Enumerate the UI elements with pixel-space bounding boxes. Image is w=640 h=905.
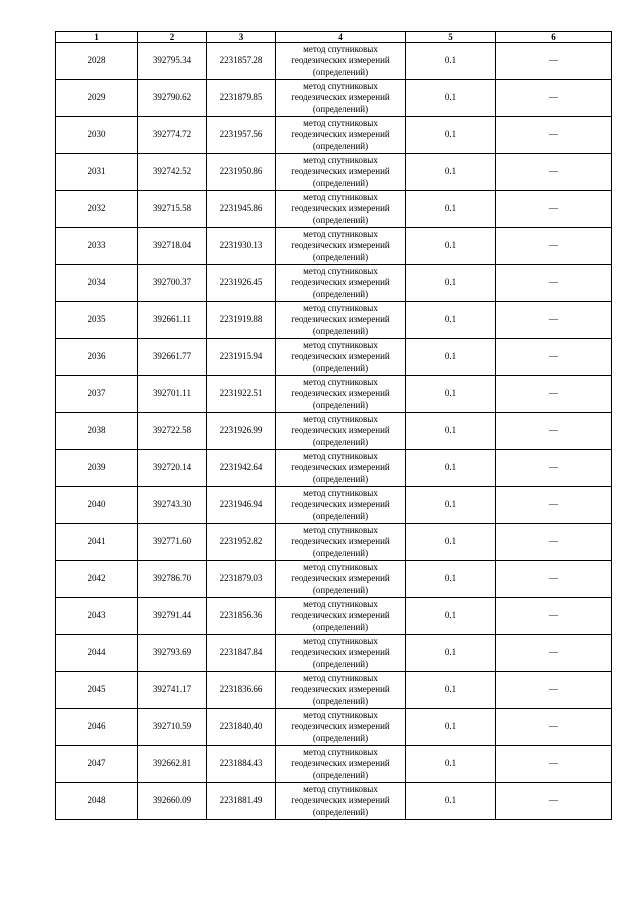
method-cell [276,117,406,154]
y-coordinate-cell: 2231942.64 [207,450,276,487]
table-header [56,32,612,43]
point-number-cell: 2037 [56,376,138,413]
coordinates-table [55,31,612,820]
note-cell: — [496,783,612,820]
method-line: (определений) [312,436,369,447]
note-cell: — [496,265,612,302]
y-coordinate-cell: 2231946.94 [207,487,276,524]
method-line: геодезических измерений [291,351,390,362]
y-coordinate-cell: 2231836.66 [207,672,276,709]
point-number-cell: 2038 [56,413,138,450]
accuracy-cell: 0.1 [406,450,496,487]
point-number-cell: 2030 [56,117,138,154]
method-cell [276,80,406,117]
table-row [56,487,612,524]
method-line: метод спутниковых [303,302,378,313]
accuracy-cell: 0.1 [406,783,496,820]
header-cell-2: 2 [138,32,207,43]
x-coordinate-cell: 392660.09 [138,783,207,820]
point-number-cell: 2035 [56,302,138,339]
y-coordinate-cell: 2231952.82 [207,524,276,561]
method-line: геодезических измерений [291,536,390,547]
method-line: метод спутниковых [303,80,378,91]
method-cell [276,487,406,524]
point-number-cell: 2034 [56,265,138,302]
method-line: (определений) [312,251,369,262]
method-cell [276,672,406,709]
method-cell [276,154,406,191]
x-coordinate-cell: 392743.30 [138,487,207,524]
accuracy-cell: 0.1 [406,487,496,524]
header-cell-6: 6 [496,32,612,43]
y-coordinate-cell: 2231881.49 [207,783,276,820]
method-line: геодезических измерений [291,129,390,140]
table-row [56,302,612,339]
point-number-cell: 2040 [56,487,138,524]
x-coordinate-cell: 392774.72 [138,117,207,154]
header-row [56,32,612,43]
accuracy-cell: 0.1 [406,154,496,191]
note-cell: — [496,672,612,709]
note-cell: — [496,117,612,154]
method-cell [276,228,406,265]
point-number-cell: 2036 [56,339,138,376]
method-line: (определений) [312,547,369,558]
method-line: метод спутниковых [303,376,378,387]
method-line: метод спутниковых [303,450,378,461]
x-coordinate-cell: 392793.69 [138,635,207,672]
x-coordinate-cell: 392700.37 [138,265,207,302]
point-number-cell: 2047 [56,746,138,783]
accuracy-cell: 0.1 [406,228,496,265]
point-number-cell: 2029 [56,80,138,117]
note-cell: — [496,191,612,228]
method-line: геодезических измерений [291,166,390,177]
header-cell-3: 3 [207,32,276,43]
point-number-cell: 2046 [56,709,138,746]
note-cell: — [496,709,612,746]
method-line: метод спутниковых [303,191,378,202]
y-coordinate-cell: 2231857.28 [207,43,276,80]
method-line: метод спутниковых [303,413,378,424]
x-coordinate-cell: 392710.59 [138,709,207,746]
table-row [56,524,612,561]
x-coordinate-cell: 392661.77 [138,339,207,376]
method-line: метод спутниковых [303,228,378,239]
point-number-cell: 2032 [56,191,138,228]
method-line: (определений) [312,510,369,521]
note-cell: — [496,376,612,413]
accuracy-cell: 0.1 [406,746,496,783]
method-line: геодезических измерений [291,462,390,473]
table-row [56,339,612,376]
accuracy-cell: 0.1 [406,635,496,672]
method-line: метод спутниковых [303,672,378,683]
accuracy-cell: 0.1 [406,80,496,117]
note-cell: — [496,746,612,783]
x-coordinate-cell: 392661.11 [138,302,207,339]
method-line: (определений) [312,621,369,632]
point-number-cell: 2033 [56,228,138,265]
x-coordinate-cell: 392771.60 [138,524,207,561]
method-line: геодезических измерений [291,55,390,66]
point-number-cell: 2044 [56,635,138,672]
method-line: (определений) [312,362,369,373]
point-number-cell: 2039 [56,450,138,487]
method-line: геодезических измерений [291,610,390,621]
accuracy-cell: 0.1 [406,413,496,450]
method-line: (определений) [312,658,369,669]
method-line: метод спутниковых [303,43,378,54]
method-line: метод спутниковых [303,265,378,276]
method-line: геодезических измерений [291,573,390,584]
note-cell: — [496,598,612,635]
table-row [56,43,612,80]
method-line: (определений) [312,66,369,77]
method-line: (определений) [312,806,369,817]
method-line: геодезических измерений [291,314,390,325]
table-row [56,450,612,487]
table-row [56,265,612,302]
table-body [56,43,612,820]
x-coordinate-cell: 392742.52 [138,154,207,191]
method-cell [276,746,406,783]
method-line: метод спутниковых [303,117,378,128]
note-cell: — [496,302,612,339]
method-cell [276,783,406,820]
x-coordinate-cell: 392741.17 [138,672,207,709]
note-cell: — [496,413,612,450]
method-line: (определений) [312,177,369,188]
note-cell: — [496,80,612,117]
method-line: (определений) [312,732,369,743]
y-coordinate-cell: 2231884.43 [207,746,276,783]
y-coordinate-cell: 2231930.13 [207,228,276,265]
method-line: метод спутниковых [303,154,378,165]
method-cell [276,598,406,635]
method-line: метод спутниковых [303,339,378,350]
accuracy-cell: 0.1 [406,709,496,746]
accuracy-cell: 0.1 [406,376,496,413]
accuracy-cell: 0.1 [406,43,496,80]
method-line: (определений) [312,103,369,114]
accuracy-cell: 0.1 [406,117,496,154]
method-line: метод спутниковых [303,487,378,498]
x-coordinate-cell: 392791.44 [138,598,207,635]
method-line: метод спутниковых [303,561,378,572]
table-row [56,635,612,672]
method-cell [276,265,406,302]
y-coordinate-cell: 2231957.56 [207,117,276,154]
method-line: (определений) [312,214,369,225]
method-line: (определений) [312,769,369,780]
method-line: (определений) [312,140,369,151]
method-line: геодезических измерений [291,758,390,769]
table-row [56,228,612,265]
header-cell-5: 5 [406,32,496,43]
method-cell [276,191,406,228]
accuracy-cell: 0.1 [406,561,496,598]
method-line: (определений) [312,473,369,484]
method-line: (определений) [312,399,369,410]
point-number-cell: 2045 [56,672,138,709]
accuracy-cell: 0.1 [406,598,496,635]
table-row [56,154,612,191]
note-cell: — [496,487,612,524]
method-line: (определений) [312,584,369,595]
table-row [56,598,612,635]
point-number-cell: 2031 [56,154,138,191]
table-row [56,672,612,709]
method-line: метод спутниковых [303,709,378,720]
method-line: (определений) [312,695,369,706]
table-row [56,117,612,154]
y-coordinate-cell: 2231847.84 [207,635,276,672]
x-coordinate-cell: 392786.70 [138,561,207,598]
accuracy-cell: 0.1 [406,524,496,561]
note-cell: — [496,154,612,191]
y-coordinate-cell: 2231950.86 [207,154,276,191]
y-coordinate-cell: 2231879.03 [207,561,276,598]
table-row [56,80,612,117]
method-cell [276,635,406,672]
method-line: метод спутниковых [303,598,378,609]
method-cell [276,561,406,598]
method-cell [276,413,406,450]
x-coordinate-cell: 392701.11 [138,376,207,413]
method-line: геодезических измерений [291,425,390,436]
method-line: (определений) [312,288,369,299]
method-line: (определений) [312,325,369,336]
x-coordinate-cell: 392795.34 [138,43,207,80]
method-cell [276,524,406,561]
note-cell: — [496,43,612,80]
note-cell: — [496,561,612,598]
note-cell: — [496,635,612,672]
y-coordinate-cell: 2231945.86 [207,191,276,228]
note-cell: — [496,450,612,487]
note-cell: — [496,228,612,265]
header-cell-4: 4 [276,32,406,43]
y-coordinate-cell: 2231919.88 [207,302,276,339]
method-cell [276,450,406,487]
method-line: геодезических измерений [291,795,390,806]
y-coordinate-cell: 2231856.36 [207,598,276,635]
x-coordinate-cell: 392718.04 [138,228,207,265]
x-coordinate-cell: 392722.58 [138,413,207,450]
table-row [56,561,612,598]
table-row [56,191,612,228]
method-line: геодезических измерений [291,240,390,251]
method-cell [276,43,406,80]
method-line: геодезических измерений [291,499,390,510]
note-cell: — [496,339,612,376]
accuracy-cell: 0.1 [406,672,496,709]
method-cell [276,302,406,339]
x-coordinate-cell: 392715.58 [138,191,207,228]
x-coordinate-cell: 392790.62 [138,80,207,117]
method-line: геодезических измерений [291,92,390,103]
accuracy-cell: 0.1 [406,191,496,228]
y-coordinate-cell: 2231922.51 [207,376,276,413]
y-coordinate-cell: 2231926.45 [207,265,276,302]
note-cell: — [496,524,612,561]
x-coordinate-cell: 392720.14 [138,450,207,487]
accuracy-cell: 0.1 [406,302,496,339]
method-line: геодезических измерений [291,721,390,732]
y-coordinate-cell: 2231879.85 [207,80,276,117]
method-line: метод спутниковых [303,783,378,794]
accuracy-cell: 0.1 [406,339,496,376]
table-row [56,413,612,450]
point-number-cell: 2028 [56,43,138,80]
header-cell-1: 1 [56,32,138,43]
table-row [56,783,612,820]
method-cell [276,376,406,413]
method-cell [276,709,406,746]
table-row [56,376,612,413]
y-coordinate-cell: 2231915.94 [207,339,276,376]
method-line: геодезических измерений [291,647,390,658]
method-line: метод спутниковых [303,635,378,646]
y-coordinate-cell: 2231926.99 [207,413,276,450]
method-line: геодезических измерений [291,203,390,214]
table-row [56,709,612,746]
method-cell [276,339,406,376]
y-coordinate-cell: 2231840.40 [207,709,276,746]
table-row [56,746,612,783]
x-coordinate-cell: 392662.81 [138,746,207,783]
point-number-cell: 2041 [56,524,138,561]
accuracy-cell: 0.1 [406,265,496,302]
method-line: геодезических измерений [291,388,390,399]
point-number-cell: 2048 [56,783,138,820]
method-line: метод спутниковых [303,524,378,535]
method-line: геодезических измерений [291,684,390,695]
point-number-cell: 2043 [56,598,138,635]
method-line: метод спутниковых [303,746,378,757]
method-line: геодезических измерений [291,277,390,288]
point-number-cell: 2042 [56,561,138,598]
